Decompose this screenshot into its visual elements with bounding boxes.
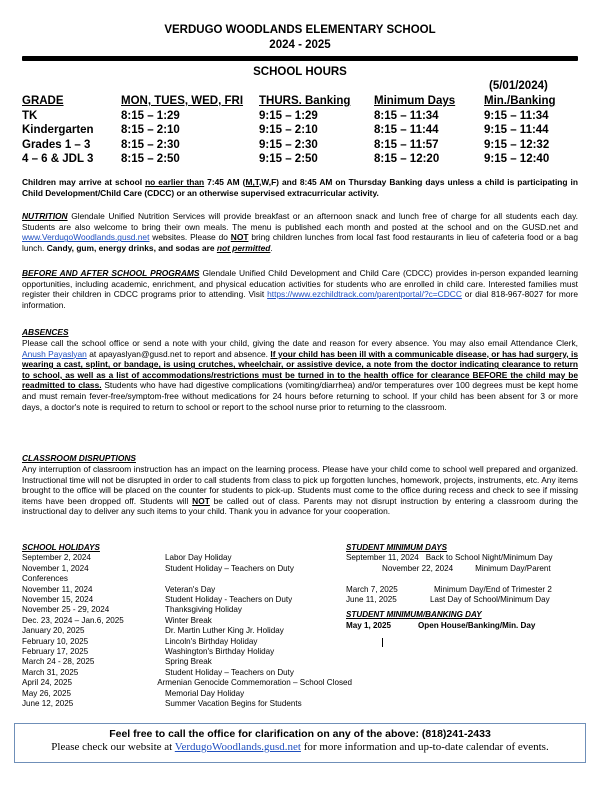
school-holidays xyxy=(22,543,352,710)
hours-row xyxy=(22,152,592,167)
col-grade: GRADE xyxy=(22,95,64,107)
ezchildtrack-link[interactable]: https://www.ezchildtrack.com/parentportal/?c=CDCC xyxy=(267,289,462,300)
holiday-item: February 10, 2025 Lincoln's Birthday Holiday xyxy=(22,636,258,646)
hours-cell: 9:15 – 2:10 xyxy=(259,124,318,136)
candy-policy: Candy, gum, energy drinks, and sodas are xyxy=(46,242,217,253)
banking-day-heading: STUDENT MINIMUM/BANKING DAY xyxy=(346,610,482,620)
hours-cell: Grades 1 – 3 xyxy=(22,138,91,151)
minimum-day-item: November 22, 2024 Minimum Day/Parent xyxy=(382,563,551,573)
hours-cell: TK xyxy=(22,109,38,122)
hours-cell: 8:15 – 11:34 xyxy=(374,109,439,122)
banking-day-item: May 1, 2025 Open House/Banking/Min. Day xyxy=(346,620,536,630)
footer-website-link[interactable]: VerdugoWoodlands.gusd.net xyxy=(174,741,301,753)
minimum-day-item: June 11, 2025 Last Day of School/Minimum Day xyxy=(346,595,550,605)
col-minimum-days: Minimum Days xyxy=(374,95,456,107)
hours-row xyxy=(22,109,592,124)
minimum-day-item: September 11, 2024 Back to School Night/Minimum Day xyxy=(346,553,553,563)
footer-contact: Feel free to call the office for clarification on any of the above: (818)241-2433 xyxy=(109,728,491,740)
arrival-days: M,T xyxy=(245,177,259,187)
hours-row xyxy=(22,138,592,153)
holiday-item: November 11, 2024 Veteran's Day xyxy=(22,584,216,594)
nutrition-not: NOT xyxy=(230,232,249,243)
school-hours-title: SCHOOL HOURS xyxy=(253,66,347,78)
nutrition-section: NUTRITION Glendale Unified Nutrition Services will provide breakfast or an afternoon snack and lunch free of charge for all students each day. Students are also welcome to bring their own meals. The menu is published each month and posted at the school and on the GUSD.net and www.VerdugoWoodlands.gusd.net websites. Please do NOT bring children lunches from local fast food restaurants in lieu of cafeteria food or a bag lunch. Candy, gum, energy drinks, and sodas are not permitted. xyxy=(22,211,578,253)
holiday-item: November 15, 2024 Student Holiday - Teachers on Duty xyxy=(22,595,293,605)
hours-cell: 8:15 – 11:44 xyxy=(374,124,439,136)
holiday-item: Dec. 23, 2024 – Jan.6, 2025 Winter Break xyxy=(22,615,212,625)
holiday-item: November 1, 2024 Student Holiday – Teachers on Duty xyxy=(22,563,294,573)
disruptions-heading: CLASSROOM DISRUPTIONS xyxy=(22,453,136,463)
header-divider xyxy=(22,56,578,61)
disruptions-not: NOT xyxy=(192,495,210,506)
holiday-item: February 17, 2025 Washington's Birthday Holiday xyxy=(22,647,275,657)
text-cursor xyxy=(382,638,383,647)
holiday-item: April 24, 2025 Armenian Genocide Commemoration – School Closed xyxy=(22,678,352,688)
col-thursday-banking: THURS. Banking xyxy=(259,95,351,107)
holiday-item: June 12, 2025 Summer Vacation Begins for Students xyxy=(22,699,302,709)
attendance-clerk-link[interactable]: Anush Payaslyan xyxy=(22,348,87,359)
minimum-day-item: March 7, 2025 Minimum Day/End of Trimester 2 xyxy=(346,584,552,594)
student-minimum-days xyxy=(346,543,584,631)
col-regular-days: MON, TUES, WED, FRI xyxy=(121,95,244,107)
hours-row xyxy=(22,123,592,138)
holiday-item: May 26, 2025 Memorial Day Holiday xyxy=(22,688,245,698)
holiday-item: September 2, 2024 Labor Day Holiday xyxy=(22,553,232,563)
holiday-item: November 25 - 29, 2024 Thanksgiving Holiday xyxy=(22,605,242,615)
school-name: VERDUGO WOODLANDS ELEMENTARY SCHOOL xyxy=(164,24,436,36)
absences-text: Please call the school office or send a note with your child, giving the date and reason for every absence. You may also email Attendance Clerk, Anush Payaslyan at apayaslyan@gusd.net to report and absence. If your child has been ill with a communicable disease, or has had surgery, is wearing a cast, splint, or bandage, is using crutches, wheelchair, or assistive device, a note from the doctor indicating clearance to return to school, as well as a list of accommodations/restrictions must be turned in to the health office for clearance BEFORE the child may be readmitted to class. Students who have had digestive complications (vomiting/diarrhea) and/or temperatures over 100 degrees must be kept home and must remain fever-free/symptom-free without medications for 24 hours before returning to school. If your child has been absent for 3 or more days, a doctor's note is required to return to school or report to the school nurse prior to returning to the classroom. xyxy=(22,338,578,412)
hours-header-row xyxy=(22,94,592,109)
hours-cell: 8:15 – 2:50 xyxy=(121,153,180,165)
holiday-item: Conferences xyxy=(22,574,68,584)
hours-cell: 9:15 – 11:44 xyxy=(484,124,549,136)
hours-cell: 8:15 – 12:20 xyxy=(374,153,440,165)
hours-cell: 9:15 – 11:34 xyxy=(484,109,549,122)
col-min-banking: Min./Banking xyxy=(484,95,556,107)
holiday-item: March 31, 2025 Student Holiday – Teachers on Duty xyxy=(22,667,294,677)
hours-cell: 9:15 – 2:30 xyxy=(259,138,318,151)
before-after-section: BEFORE AND AFTER SCHOOL PROGRAMS Glendale Unified Child Development and Child Care (CDCC) provides in-person expanded learning opportunities, including academic, enrichment, and physical education activities for students who are enrolled in child care. Interested families must register their children in CDCC programs prior to attending. Visit https://www.ezchildtrack.com/parentportal/?c=CDCC or dial 818-967-8027 for more information. xyxy=(22,268,579,310)
arrival-emphasis: no earlier than xyxy=(145,177,205,187)
absences-heading: ABSENCES xyxy=(22,327,69,337)
not-permitted: not permitted xyxy=(216,242,271,253)
holiday-item: March 24 - 28, 2025 Spring Break xyxy=(22,657,212,667)
hours-cell: 8:15 – 11:57 xyxy=(374,138,439,151)
minimum-days-heading: STUDENT MINIMUM DAYS xyxy=(346,543,448,552)
hours-cell: 9:15 – 12:32 xyxy=(484,138,550,151)
school-website-link[interactable]: www.VerdugoWoodlands.gusd.net xyxy=(22,232,150,243)
hours-cell: 8:15 – 2:30 xyxy=(121,138,180,151)
arrival-policy: Children may arrive at school no earlier than 7:45 AM (M,T,W,F) and 8:45 AM on Thursday Banking days unless a child is participating in Child Development/Child Care (CDCC) or an otherwise supervised extracurricular activity. xyxy=(22,177,578,198)
nutrition-heading: NUTRITION xyxy=(22,211,68,221)
hours-cell: 9:15 – 2:50 xyxy=(259,153,318,165)
hours-cell: 9:15 – 12:40 xyxy=(484,153,550,165)
school-hours-table xyxy=(22,94,592,167)
hours-cell: 4 – 6 & JDL 3 xyxy=(22,153,94,165)
medical-clearance-policy: If your child has been ill with a communicable disease, or has had surgery, is wearing a cast, splint, or bandage, is using crutches, wheelchair, or assistive device, a note from the doctor indicating clearance to return to school, as well as a list of accommodations/restrictions must be turned in to the health office for clearance BEFORE the child may be readmitted to class. xyxy=(22,348,578,391)
school-year: 2024 - 2025 xyxy=(269,39,331,51)
hours-cell: 9:15 – 1:29 xyxy=(259,109,318,122)
hours-cell: 8:15 – 2:10 xyxy=(121,124,180,136)
disruptions-text: Any interruption of classroom instruction has an impact on the learning process. Please have your child come to school well prepared and organized. Instructional time will not be disrupted in order to call students from class to pick up forgotten lunches, homework, projects, instruments, etc. Any items brought to the office will be placed on the counter for students to pick-up. Students must come to the office during recess and check to see if missing items have been dropped off. Students will NOT be called out of class. Parents may not disrupt instruction by entering a classroom during the instructional day to deliver any such items to your child. Thank you in advance for your cooperation. xyxy=(22,464,578,517)
before-after-heading: BEFORE AND AFTER SCHOOL PROGRAMS xyxy=(22,268,200,278)
footer-website: Please check our website at VerdugoWoodlands.gusd.net for more information and up-to-date calendar of events. xyxy=(51,741,549,753)
revision-date: (5/01/2024) xyxy=(489,80,548,92)
hours-cell: Kindergarten xyxy=(22,124,94,136)
holiday-item: January 20, 2025 Dr. Martin Luther King Jr. Holiday xyxy=(22,626,284,636)
holidays-heading: SCHOOL HOLIDAYS xyxy=(22,543,100,552)
hours-cell: 8:15 – 1:29 xyxy=(121,109,180,122)
